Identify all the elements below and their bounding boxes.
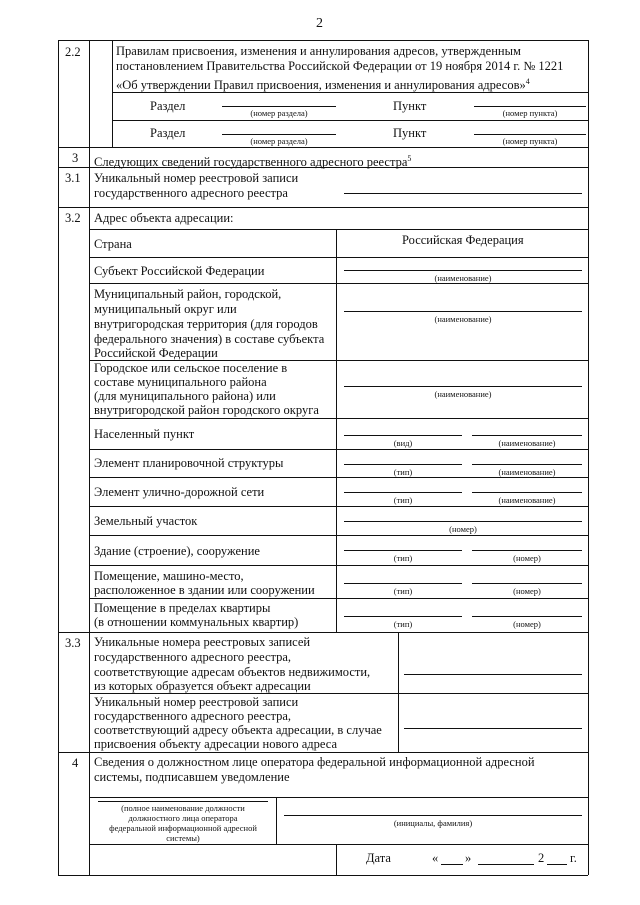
pk-line2: (в отношении коммунальных квартир) [94, 615, 299, 629]
gor-line4: внутригородской район городского округа [94, 403, 319, 417]
np-label: Населенный пункт [94, 427, 195, 441]
page-number: 2 [316, 16, 323, 31]
mun-caption: (наименование) [434, 314, 492, 324]
initials-line[interactable] [284, 815, 582, 816]
country-label: Страна [94, 237, 132, 251]
punkt-label-1: Пункт [393, 99, 427, 113]
r3-text: Следующих сведений государственного адресного реестра$^5$ [94, 154, 412, 170]
mun-line4: федерального значения) в составе субъекта [94, 332, 325, 346]
r33a-line1: Уникальные номера реестровых записей [94, 635, 311, 649]
mun-line1: Муниципальный район, городской, [94, 287, 282, 301]
r31-line2: государственного адресного реестра [94, 186, 288, 200]
r22-text-line2: постановлением Правительства Российской Федерации от 19 ноября 2014 г. № 1221 [116, 59, 564, 73]
r33b-value-line[interactable] [404, 728, 582, 729]
punkt-caption-2: (номер пункта) [502, 136, 558, 146]
row-number-4: 4 [72, 756, 79, 770]
punkt-caption-1: (номер пункта) [502, 108, 558, 118]
row-number-3: 3 [72, 151, 79, 165]
position-line[interactable] [98, 801, 268, 802]
mun-line5: Российской Федерации [94, 346, 218, 360]
row-number-3-1: 3.1 [65, 171, 81, 185]
r33a-value-line[interactable] [404, 674, 582, 675]
pk-tip-caption: (тип) [393, 619, 413, 629]
date-quote-open: « [432, 851, 439, 865]
date-year-prefix: 2 [538, 851, 545, 865]
gor-line2: составе муниципального района [94, 375, 267, 389]
position-caption-2: должностного лица оператора [128, 813, 238, 823]
date-year-suffix: г. [570, 851, 577, 865]
razdel-label-2: Раздел [150, 126, 186, 140]
np-name-caption: (наименование) [498, 438, 556, 448]
footnote-4: 4 [525, 77, 530, 86]
gor-line1: Городское или сельское поселение в [94, 361, 288, 375]
position-caption-4: системы) [166, 833, 200, 843]
r22-text-line1: Правилам присвоения, изменения и аннулирования адресов, утвержденным [116, 44, 521, 58]
r33b-line1: Уникальный номер реестровой записи [94, 695, 299, 709]
initials-caption: (инициалы, фамилия) [393, 818, 473, 828]
razdel-caption-2: (номер раздела) [250, 136, 308, 146]
date-day-line[interactable] [441, 864, 463, 865]
r33a-line3: соответствующие адресам объектов недвижимости, [94, 665, 371, 679]
pm-line2: расположенное в здании или сооружении [94, 583, 315, 597]
mun-line3: внутригородская территория (для городов [94, 317, 318, 331]
eps-name-caption: (наименование) [498, 467, 556, 477]
euds-name-caption: (наименование) [498, 495, 556, 505]
date-year-line[interactable] [547, 864, 567, 865]
mun-line2: муниципальный округ или [94, 302, 237, 316]
r4-line2: системы, подписавшем уведомление [94, 770, 290, 784]
date-quote-close: » [465, 851, 472, 865]
pm-nomer-caption: (номер) [513, 586, 541, 596]
gor-caption: (наименование) [434, 389, 492, 399]
subject-label: Субъект Российской Федерации [94, 264, 265, 278]
razdel-caption-1: (номер раздела) [250, 108, 308, 118]
date-label: Дата [366, 851, 391, 865]
r22-text-line3: «Об утверждении Правил присвоения, изменения и аннулирования адресов»$^4$ [116, 77, 530, 93]
position-caption-1: (полное наименование должности [121, 803, 245, 813]
euds-label: Элемент улично-дорожной сети [94, 485, 265, 499]
subject-caption: (наименование) [434, 273, 492, 283]
country-value: Российская Федерация [402, 233, 524, 247]
r4-line1: Сведения о должностном лице оператора федеральной информационной адресной [94, 755, 535, 769]
razdel-label-1: Раздел [150, 99, 186, 113]
eps-label: Элемент планировочной структуры [94, 456, 284, 470]
row-number-2-2: 2.2 [65, 45, 81, 59]
zd-label: Здание (строение), сооружение [94, 544, 260, 558]
r33a-line4: из которых образуется объект адресации [94, 679, 311, 693]
date-month-line[interactable] [478, 864, 534, 865]
zd-tip-caption: (тип) [393, 553, 413, 563]
pk-line1: Помещение в пределах квартиры [94, 601, 271, 615]
gor-line3: (для муниципального района) или [94, 389, 276, 403]
zu-caption: (номер) [449, 524, 477, 534]
r33b-line4: присвоения объекту адресации нового адреса [94, 737, 338, 751]
zd-nomer-caption: (номер) [513, 553, 541, 563]
r33a-line2: государственного адресного реестра, [94, 650, 292, 664]
pk-nomer-caption: (номер) [513, 619, 541, 629]
pm-tip-caption: (тип) [393, 586, 413, 596]
punkt-label-2: Пункт [393, 126, 427, 140]
footnote-5: 5 [407, 154, 412, 163]
zu-label: Земельный участок [94, 514, 198, 528]
r33b-line3: соответствующий адресу объекта адресации, в случае [94, 723, 382, 737]
row-number-3-2: 3.2 [65, 211, 81, 225]
row-number-3-3: 3.3 [65, 636, 81, 650]
eps-tip-caption: (тип) [393, 467, 413, 477]
r32-title: Адрес объекта адресации: [94, 211, 234, 225]
r31-value-line[interactable] [344, 193, 582, 194]
r31-line1: Уникальный номер реестровой записи [94, 171, 299, 185]
r33b-line2: государственного адресного реестра, [94, 709, 292, 723]
position-caption-3: федеральной информационной адресной [109, 823, 257, 833]
np-vid-caption: (вид) [393, 438, 413, 448]
pm-line1: Помещение, машино-место, [94, 569, 244, 583]
euds-tip-caption: (тип) [393, 495, 413, 505]
